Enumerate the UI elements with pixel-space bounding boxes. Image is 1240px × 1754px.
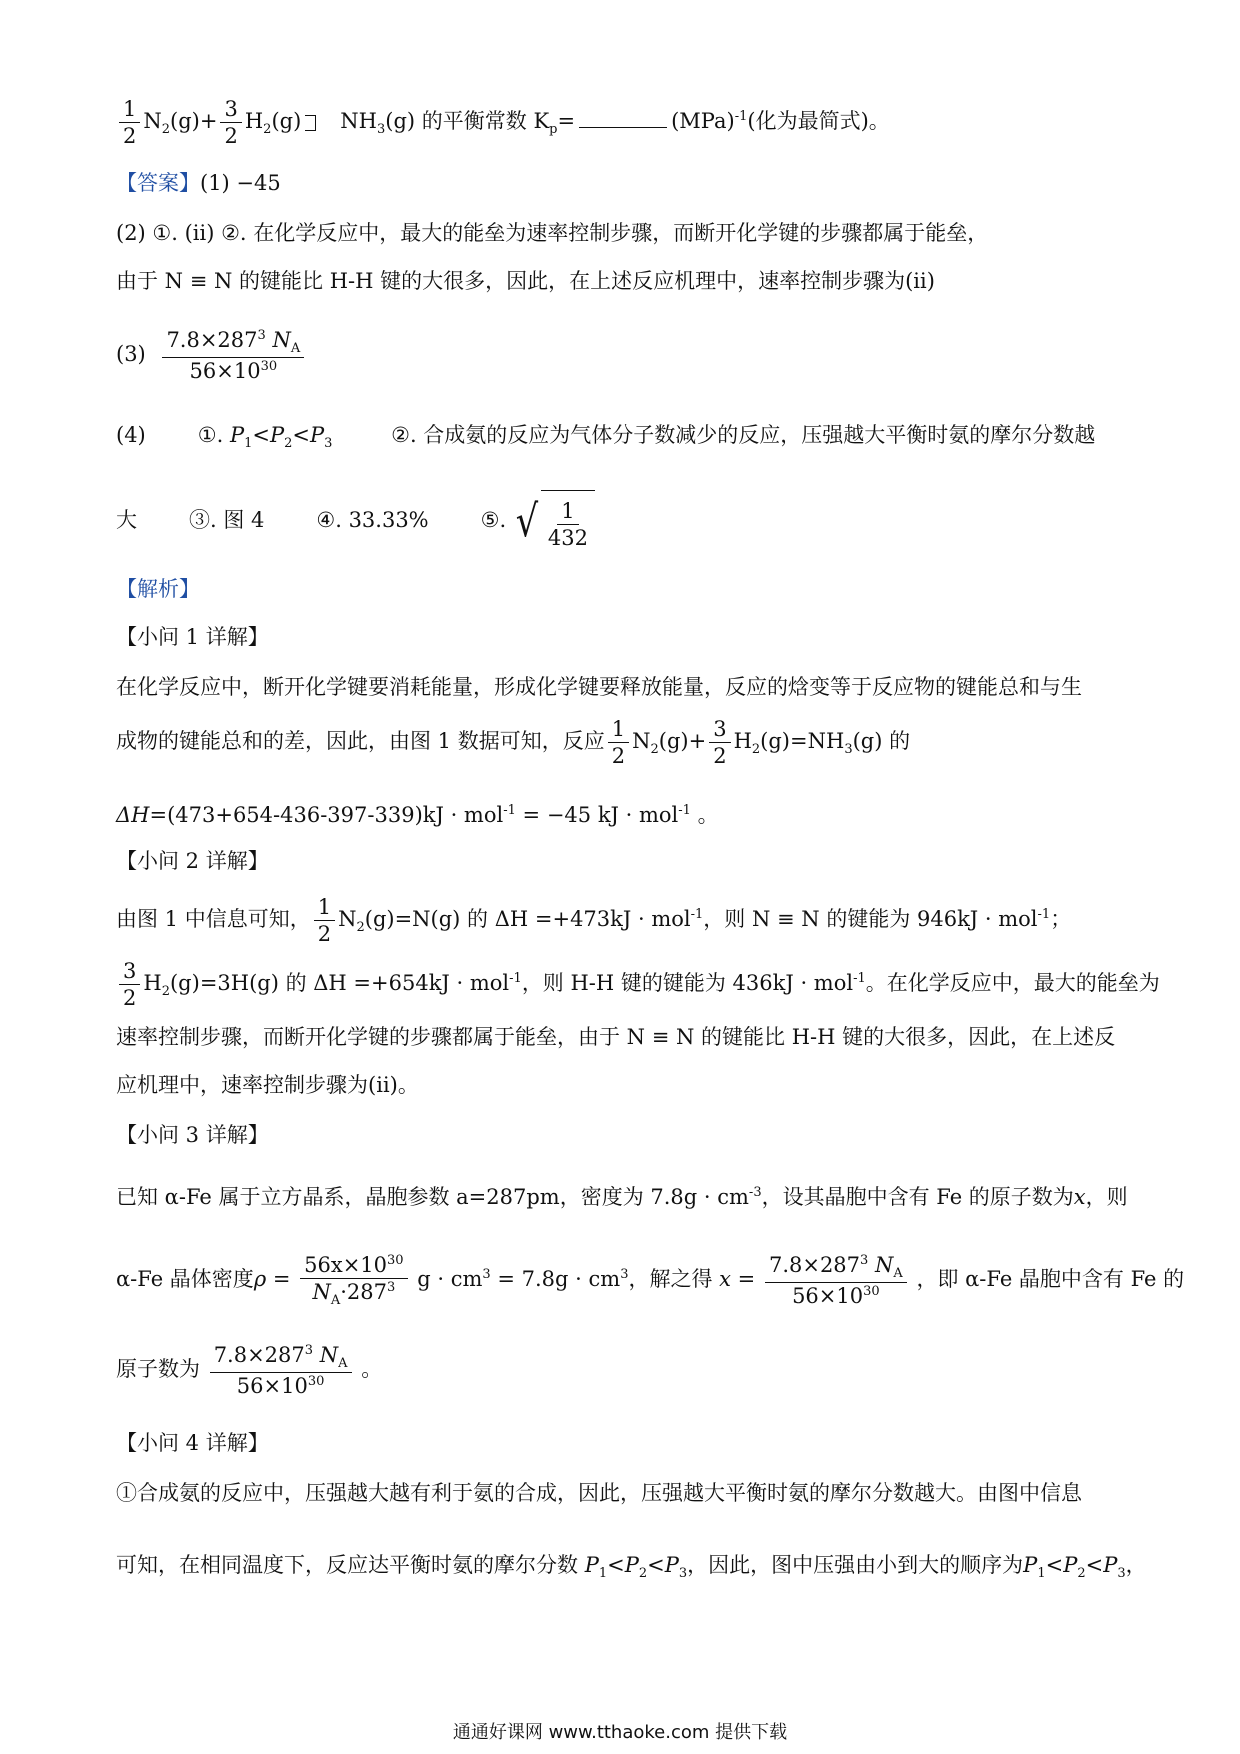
answer-line-2b: 由于 N ≡ N 的键能比 H-H 键的大很多，因此，在上述反应机理中，速率控制步骤为(ⅱ) xyxy=(116,269,935,293)
answer-line-3: (3) $\frac{7.8\times 287^3 N_A}{56\times 10^{30}}$ xyxy=(116,322,1136,386)
subquestion-1-text-2: 成物的键能总和的差，因此，由图 1 数据可知，反应 $\frac{1}{2}$ $N_2(g)+$ $\frac{3}{2}$ $H_2(g)=NH_3(g)$ 的 xyxy=(116,716,911,768)
density-fraction: $\frac{56x\times 10^{30}}{N_A\cdot 287^3}$ xyxy=(300,1254,407,1308)
subquestion-2-text-2: $\frac{3}{2}$ $H_2(g)=3H(g)$ 的 ΔH =+654kJ · mol$^{-1}$，则 H-H 键的键能为 436kJ · mol$^{-1}$。在化学反应中，最大的能垒为 xyxy=(116,954,1136,1004)
answer-line-1: 【答案】(1) −45 xyxy=(116,171,281,195)
subquestion-2-text-3: 速率控制步骤，而断开化学键的步骤都属于能垒，由于 N ≡ N 的键能比 H-H 键的大很多，因此，在上述反 xyxy=(116,1025,1116,1049)
equilibrium-constant-question: $\frac{1}{2}$ $N_2(g)+$ $\frac{3}{2}$ $H_2(g)$ $NH_3(g)$ 的平衡常数 $K_p= (MPa)^{-1}$(化为最简式)。 xyxy=(116,92,1136,142)
analysis-label: 【解析】 xyxy=(116,577,200,601)
answer-line-4b: 大 ③. 图 4 ④. 33.33% ⑤. √ $\frac{1}{432}$ xyxy=(116,490,1136,550)
fraction-half: $\frac{1}{2}$ xyxy=(119,98,140,147)
subquestion-2-text-4: 应机理中，速率控制步骤为(ⅱ)。 xyxy=(116,1073,419,1097)
subquestion-1-text-3: ΔH=(473+654-436-397-339)kJ · mol$^{-1}$ = −45 kJ · mol$^{-1}$ 。 xyxy=(116,803,719,827)
subquestion-1-title: 【小问 1 详解】 xyxy=(116,625,269,649)
fraction-three-halves: $\frac{3}{2}$ xyxy=(220,98,241,147)
subquestion-1-text-1: 在化学反应中，断开化学键要消耗能量，形成化学键要释放能量，反应的焓变等于反应物的键能总和与生 xyxy=(116,675,1082,699)
answer-blank xyxy=(579,109,667,128)
subquestion-4-text-1: ①合成氨的反应中，压强越大越有利于氨的合成，因此，压强越大平衡时氨的摩尔分数越大。由图中信息 xyxy=(116,1481,1082,1505)
subquestion-2-title: 【小问 2 详解】 xyxy=(116,849,269,873)
answer-line-2a: (2) ①. (ⅱ) ②. 在化学反应中，最大的能垒为速率控制步骤，而断开化学键的步骤都属于能垒， xyxy=(116,221,989,245)
answer-line-4a: (4) ①. $P_1<P_2<P_3$ ②. 合成氨的反应为气体分子数减少的反应，压强越大平衡时氨的摩尔分数越 xyxy=(116,423,1096,452)
answer-label: 【答案】 xyxy=(116,171,200,195)
solution-fraction: $\frac{7.8\times 287^3 N_A}{56\times 10^{30}}$ xyxy=(765,1254,907,1308)
subquestion-4-text-2: 可知，在相同温度下，反应达平衡时氨的摩尔分数 $P_1<P_2<P_3$，因此，图中压强由小到大的顺序为$P_1<P_2<P_3$， xyxy=(116,1553,1147,1582)
subquestion-3-text-3: 原子数为 $\frac{7.8\times 287^3 N_A}{56\times 10^{30}}$ 。 xyxy=(116,1342,383,1399)
square-root-fraction: √ $\frac{1}{432}$ xyxy=(513,490,595,553)
page-footer: 通通好课网 www.tthaoke.com 提供下载 xyxy=(452,1722,788,1743)
equilibrium-arrow-icon xyxy=(305,115,316,131)
answer-3-fraction: $\frac{7.8\times 287^3 N_A}{56\times 10^{30}}$ xyxy=(162,329,304,383)
subquestion-3-text-2: α-Fe 晶体密度ρ = $\frac{56x\times 10^{30}}{N_A\cdot 287^3}$ $g \cdot cm^3 = 7.8g \cdot cm^3$，解之得 x = $\frac{7.8\times 287^3 N_A}{56\times 10^{30}}$ ，即 α-Fe 晶胞中含有 Fe 的 xyxy=(116,1252,1185,1309)
subquestion-4-title: 【小问 4 详解】 xyxy=(116,1431,269,1455)
atom-count-fraction: $\frac{7.8\times 287^3 N_A}{56\times 10^{30}}$ xyxy=(210,1344,352,1398)
subquestion-3-text-1: 已知 α-Fe 属于立方晶系，晶胞参数 a=287pm，密度为 $7.8g \cdot cm^{-3}$，设其晶胞中含有 Fe 的原子数为x，则 xyxy=(116,1185,1128,1209)
subquestion-3-title: 【小问 3 详解】 xyxy=(116,1123,269,1147)
subquestion-2-text-1: 由图 1 中信息可知， $\frac{1}{2}$ $N_2(g)=N(g)$ 的 ΔH =+473kJ · mol$^{-1}$，则 N ≡ N 的键能为 946kJ · mol$^{-1}$； xyxy=(116,894,1072,946)
